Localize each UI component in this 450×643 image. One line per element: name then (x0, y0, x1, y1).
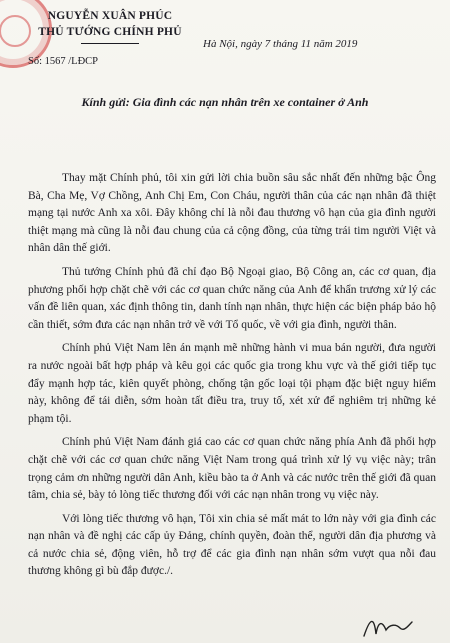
issuer-name: NGUYỄN XUÂN PHÚC (47, 10, 173, 22)
paragraph-5: Với lòng tiếc thương vô hạn, Tôi xin chia sẻ mất mát to lớn này với gia đình các nạn nhân và đề nghị các cấp ủy Đảng, chính quyền, đoàn thể, người dân địa phương và cả nước chia sẻ, động viên, hỗ trợ để các gia đình nạn nhân sớm vượt qua nỗi đau thương không gì bù đắp được./. (28, 512, 436, 578)
letter-body (28, 170, 436, 587)
signature-mark (360, 612, 414, 640)
salutation: Kính gửi: Gia đình các nạn nhân trên xe container ở Anh (81, 95, 369, 109)
issuer-block (30, 8, 190, 44)
paragraph-2: Thủ tướng Chính phủ đã chỉ đạo Bộ Ngoại giao, Bộ Công an, các cơ quan, địa phương phối hợp chặt chẽ với các cơ quan chức năng của Anh để khẩn trương xử lý các vấn đề liên quan, xác định thông tin, danh tính nạn nhân, thực hiện các biện pháp bảo hộ cần thiết, sớm đưa các nạn nhân trở về với Tổ quốc, về với gia đình, người thân. (28, 265, 436, 331)
header-underline (81, 43, 139, 44)
paragraph-4: Chính phủ Việt Nam đánh giá cao các cơ quan chức năng phía Anh đã phối hợp chặt chẽ với các cơ quan chức năng Việt Nam trong quá trình xử lý vụ việc này; trân trọng cảm ơn những người dân Anh, kiều bào ta ở Anh và các nước trên thế giới đã quan tâm, chia sẻ, bày tỏ lòng tiếc thương đối với các nạn nhân trong vụ việc này. (28, 436, 436, 502)
date-line: Hà Nội, ngày 7 tháng 11 năm 2019 (203, 38, 358, 50)
document-number: Số: 1567 /LĐCP (28, 56, 99, 67)
paragraph-3: Chính phủ Việt Nam lên án mạnh mẽ những hành vi mua bán người, đưa người ra nước ngoài bất hợp pháp và kêu gọi các quốc gia trong khu vực và thế giới tiếp tục đẩy mạnh hợp tác, kiên quyết phòng, chống tận gốc loại tội phạm đặc biệt nguy hiểm này, không để tái diễn, sớm hoàn tất điều tra, truy tố, xét xử để nghiêm trị những kẻ phạm tội. (28, 342, 436, 425)
paragraph-1: Thay mặt Chính phủ, tôi xin gửi lời chia buồn sâu sắc nhất đến những bậc Ông Bà, Cha Mẹ, Vợ Chồng, Anh Chị Em, Con Cháu, người thân của các nạn nhân đã thiệt mạng tại nước Anh xa xôi. Đây không chỉ là nỗi đau thương vô hạn của gia đình người thiệt mạng mà cũng là nỗi đau chung của cả cộng đồng, của từng trái tim người Việt và nhân dân thế giới. (28, 172, 436, 255)
issuer-title: THỦ TƯỚNG CHÍNH PHỦ (38, 26, 182, 38)
